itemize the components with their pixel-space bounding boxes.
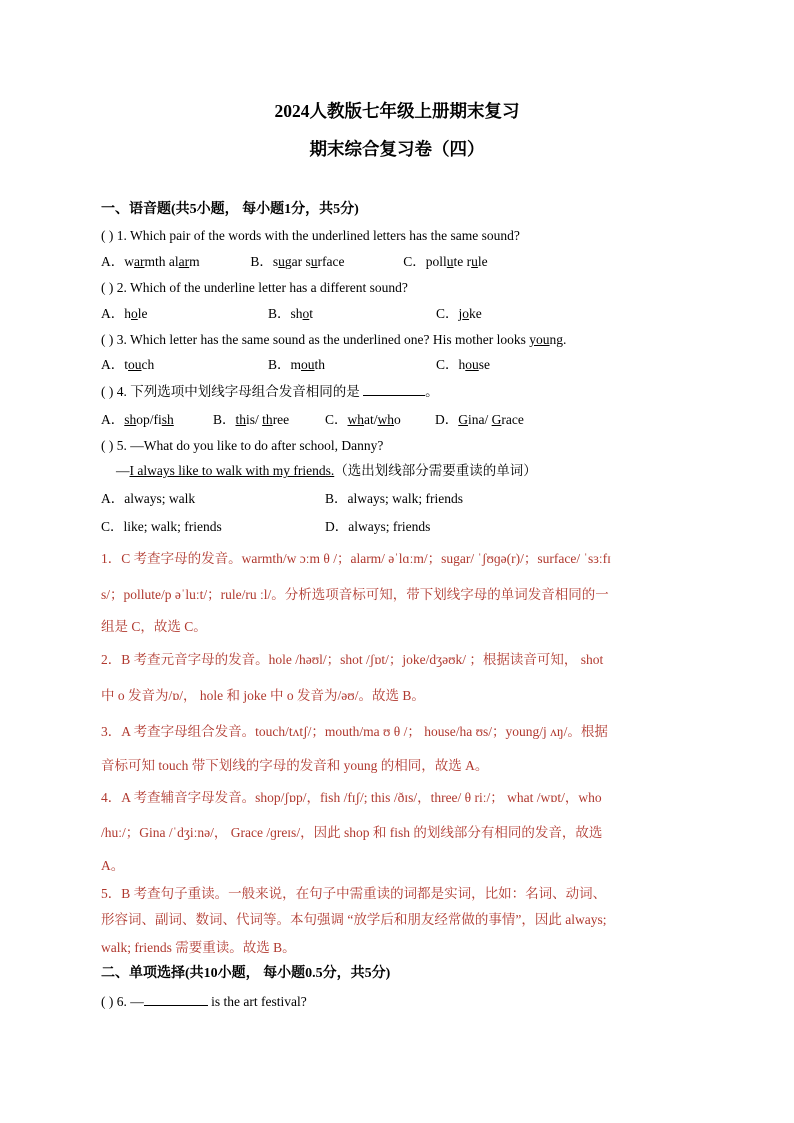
answer-line: /huː/；Gina /ˈdʒiːnə/， Grace /ɡreɪs/，因此 shop 和 fish 的划线部分有相同的发音，故选 [101, 825, 603, 840]
question-6 [101, 993, 307, 1011]
question-stem: 2. Which of the underline letter has a different sound? [116, 280, 408, 295]
question-1 [101, 227, 520, 245]
answer-line: 组是 C，故选 C。 [101, 619, 207, 634]
page-subtitle: 期末综合复习卷（四） [309, 139, 485, 159]
question-5-options-row2 [101, 518, 430, 536]
option-c: C．joke [436, 306, 482, 321]
answer-line: A。 [101, 858, 125, 873]
answer-blank [363, 395, 425, 396]
answer-paren: ( ) [101, 438, 114, 453]
question-4-options [101, 411, 524, 429]
question-stem: 6. — is the art festival? [116, 994, 307, 1009]
question-5 [101, 437, 383, 455]
answer-blank [144, 1005, 208, 1006]
question-stem: 4. 下列选项中划线字母组合发音相同的是 [116, 384, 360, 399]
question-2-options [101, 305, 482, 323]
option-a: A．always; walk [101, 491, 196, 506]
option-a: A．hole [101, 306, 148, 321]
question-stem: 5. —What do you like to do after school, Danny? [116, 438, 384, 453]
option-b: B．this/ three [213, 412, 290, 427]
page-title: 2024人教版七年级上册期末复习 [274, 101, 520, 121]
answer-line: s/；pollute/p əˈluːt/；rule/ru ːl/。分析选项音标可知，带下划线字母的单词发音相同的一 [101, 587, 609, 602]
answer-line: 音标可知 touch 带下划线的字母的发音和 young 的相同，故选 A。 [101, 758, 489, 773]
answer-line: 中 o 发音为/ɒ/， hole 和 joke 中 o 发音为/əʊ/。故选 B。 [101, 688, 425, 703]
question-stem: 3. Which letter has the same sound as the underlined one? His mother looks young. [116, 332, 567, 347]
option-b: B．always; walk; friends [325, 491, 463, 506]
question-2 [101, 279, 408, 297]
answer-line: 5．B 考查句子重读。一般来说，在句子中需重读的词都是实词，比如：名词、动词、 [101, 886, 607, 901]
question-5-options-row1 [101, 490, 463, 508]
answer-line: walk; friends 需要重读。故选 B。 [101, 940, 296, 955]
question-stem: 1. Which pair of the words with the underlined letters has the same sound? [116, 228, 520, 243]
answer-paren: ( ) [101, 384, 114, 399]
answer-line: 2．B 考查元音字母的发音。hole /həʊl/；shot /ʃɒt/；joke/dʒəʊk/ ；根据读音可知， shot [101, 652, 604, 667]
option-a: A．warmth alarm [101, 254, 200, 269]
option-c: C．pollute rule [403, 254, 488, 269]
option-b: B．sugar surface [250, 254, 345, 269]
question-1-options [101, 253, 488, 271]
question-3-options [101, 356, 490, 374]
question-4: ( ) 4. 下列选项中划线字母组合发音相同的是 。 [101, 384, 439, 399]
option-a: A．shop/fish [101, 412, 174, 427]
option-c: C．what/who [325, 412, 401, 427]
question-3 [101, 331, 566, 349]
option-b: B．mouth [268, 357, 326, 372]
answer-line: 1．C 考查字母的发音。warmth/w ɔːm θ /；alarm/ əˈlɑːm/；sugar/ ˈʃʊɡə(r)/；surface/ ˈsɜːfɪ [101, 551, 611, 566]
option-a: A．touch [101, 357, 155, 372]
section-1-heading: 一、语音题(共5小题， 每小题1分，共5分) [101, 202, 359, 217]
answer-line: 4．A 考查辅音字母发音。shop/ʃɒp/，fish /fɪʃ/; this /ðɪs/，three/ θ riː/； what /wɒt/，who [101, 790, 602, 805]
answer-paren: ( ) [101, 280, 114, 295]
answer-paren: ( ) [101, 994, 114, 1009]
answer-paren: ( ) [101, 228, 114, 243]
option-b: B．shot [268, 306, 314, 321]
option-c: C．house [436, 357, 491, 372]
option-d: D．always; friends [325, 519, 431, 534]
question-5-reply: —I always like to walk with my friends.（选出划线部分需要重读的单词） [116, 463, 537, 478]
answer-line: 形容词、副词、数词、代词等。本句强调 “放学后和朋友经常做的事情”，因此 always; [101, 912, 607, 927]
option-d: D．Gina/ Grace [435, 412, 524, 427]
answer-line: 3．A 考查字母组合发音。touch/tʌtʃ/；mouth/ma ʊ θ /； house/ha ʊs/；young/j ʌŋ/。根据 [101, 724, 608, 739]
section-2-heading: 二、单项选择(共10小题， 每小题0.5分，共5分) [101, 966, 391, 981]
answer-paren: ( ) [101, 332, 114, 347]
option-c: C．like; walk; friends [101, 519, 222, 534]
